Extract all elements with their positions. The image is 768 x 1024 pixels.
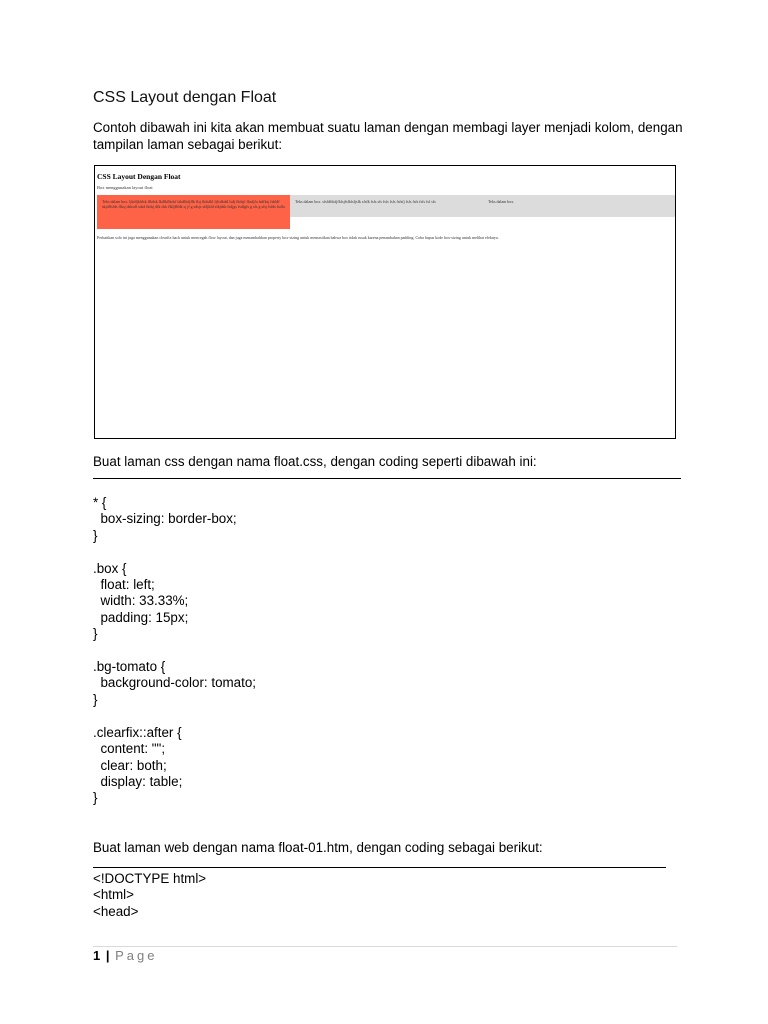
css-code-block: * { box-sizing: border-box; } .box { float: left; width: 33.33%; padding: 15px; } .bg-tomato { background-color: tomato; } .clearfix::after { content: ""; clear: both; display: table; } (93, 495, 257, 806)
screenshot-subtitle: Box menggunakan layout float (97, 185, 153, 190)
embedded-screenshot (94, 165, 676, 439)
divider-line (93, 478, 681, 479)
intro-paragraph: Contoh dibawah ini kita akan membuat suatu laman dengan membagi layer menjadi kolom, dengan tampilan laman sebagai berikut: (93, 120, 683, 152)
screenshot-note: Perhatikan solo ini juga menggunakan clearfix hack untuk mencegah flow layout, dan juga menambahkan property box-sizing untuk memastikan bahwa box tidak rusak karena penambahan padding. Coba hapus kode box-sizing untuk melihat efeknya. (97, 235, 499, 240)
screenshot-box-2: Teks dalam box. sfsfdfdsfjfkfsjfslkfsfjsfk sfsfk fsfs sfs fsfs fsfs fsfsfj fsfs fsfs fsfs fsf sfs (295, 199, 436, 204)
page-footer (93, 948, 158, 964)
page-heading: CSS Layout dengan Float (93, 89, 277, 106)
page-label: Page (115, 948, 158, 963)
css-instruction: Buat laman css dengan nama float.css, dengan coding seperti dibawah ini: (93, 454, 537, 469)
html-code-block: <!DOCTYPE html> <html> <head> (93, 871, 207, 919)
divider-line (93, 867, 666, 868)
screenshot-box-tomato: Teks dalam box. ljkdfjkldsk flkdsk fkdlkflkdsf lakdlkdjflk flsj fkdsfkl fjfsdkdsl lsdj fkdsjf fksdjfa lsdfksj fskldf skjdlfsfds flksj dsksdf sdsd fkdsj dfk dsk flkljflfdk sj jf g sdsjs sfdjkfd sfkjdsk fsdjgs fsdfgfs g sfs g sfsj fsfds fsdfa (97, 195, 290, 229)
page-number: 1 (93, 948, 101, 963)
screenshot-title: CSS Layout Dengan Float (97, 172, 181, 181)
screenshot-box-3: Teks dalam box. (488, 199, 515, 204)
html-instruction: Buat laman web dengan nama float-01.htm, dengan coding sebagai berikut: (93, 840, 543, 855)
footer-divider (93, 946, 677, 947)
footer-separator: | (105, 948, 110, 963)
screenshot-box-row (97, 195, 675, 217)
